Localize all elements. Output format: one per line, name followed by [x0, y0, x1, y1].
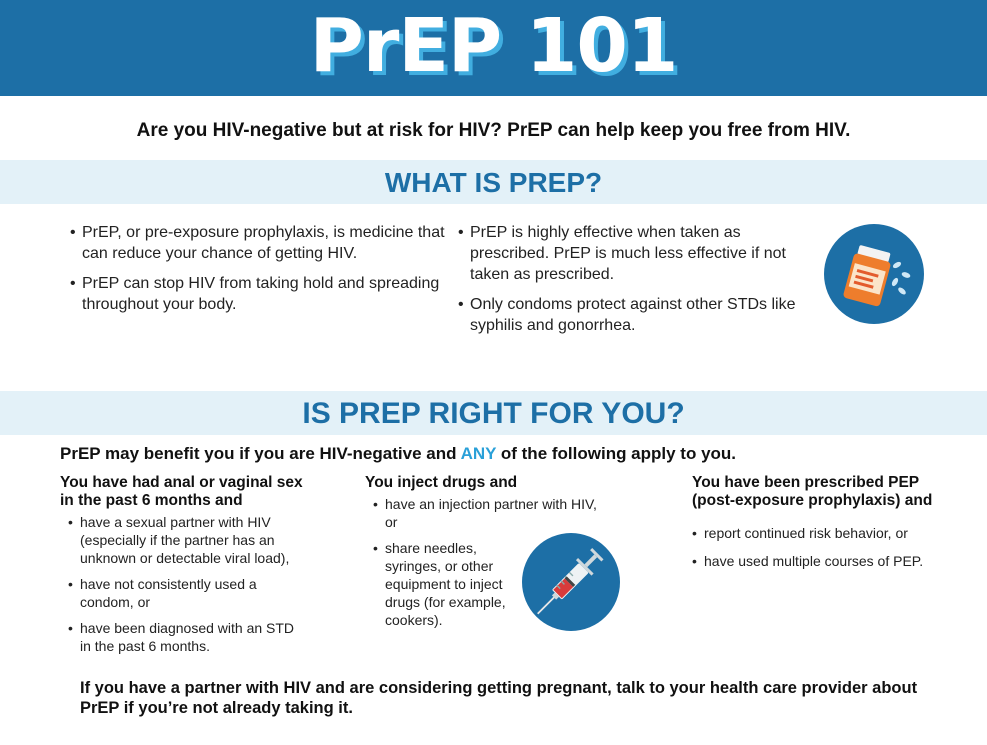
- list-item: • have used multiple courses of PEP.: [692, 552, 967, 570]
- section-band-what-is-prep: [0, 160, 987, 204]
- pill-bottle-icon: [824, 224, 924, 324]
- criteria-heading: You have been prescribed PEP (post-exposure prophylaxis) and: [692, 474, 933, 509]
- criteria-heading: You inject drugs and: [365, 474, 518, 491]
- list-item: • PrEP can stop HIV from taking hold and spreading throughout your body.: [70, 273, 450, 315]
- section-heading-what-is-prep: WHAT IS PREP?: [384, 167, 603, 198]
- section-band-is-prep-right: [0, 391, 987, 435]
- list-item: • have not consistently used a condom, or: [68, 575, 295, 611]
- list-item: • share needles, syringes, or other equipment to inject drugs (for example, cookers).: [373, 539, 510, 629]
- header-banner: [0, 0, 987, 96]
- list-item: • have an injection partner with HIV, or: [373, 495, 610, 531]
- intro-text-start: PrEP may benefit you if you are HIV-negative and: [60, 444, 461, 463]
- intro-text: [60, 444, 736, 464]
- intro-highlight: ANY: [460, 444, 497, 463]
- list-item: • PrEP is highly effective when taken as prescribed. PrEP is much less effective if not taken as prescribed.: [458, 222, 790, 285]
- page-title: PrEP 101: [309, 3, 678, 89]
- criteria-column-pep: [692, 474, 967, 580]
- footer-note: If you have a partner with HIV and are considering getting pregnant, talk to your health care provider about PrEP if you’re not already taking it.: [80, 679, 918, 717]
- list-item: • Only condoms protect against other STDs like syphilis and gonorrhea.: [458, 294, 838, 336]
- list-item: • have a sexual partner with HIV (especially if the partner has an unknown or detectable viral load),: [68, 513, 325, 567]
- section-heading-is-prep-right: IS PREP RIGHT FOR YOU?: [302, 397, 685, 430]
- tagline: Are you HIV-negative but at risk for HIV? PrEP can help keep you free from HIV.: [136, 120, 851, 141]
- what-is-prep-left-column: [70, 222, 450, 324]
- list-item: • PrEP, or pre-exposure prophylaxis, is medicine that can reduce your chance of getting HIV.: [70, 222, 450, 264]
- what-is-prep-right-column: [458, 222, 838, 345]
- list-item: • have been diagnosed with an STD in the past 6 months.: [68, 619, 300, 655]
- list-item: • report continued risk behavior, or: [692, 524, 967, 542]
- intro-text-end: of the following apply to you.: [496, 444, 737, 463]
- criteria-column-sex: [60, 474, 330, 663]
- syringe-icon: [522, 533, 620, 631]
- criteria-heading: You have had anal or vaginal sex in the past 6 months and: [60, 474, 303, 509]
